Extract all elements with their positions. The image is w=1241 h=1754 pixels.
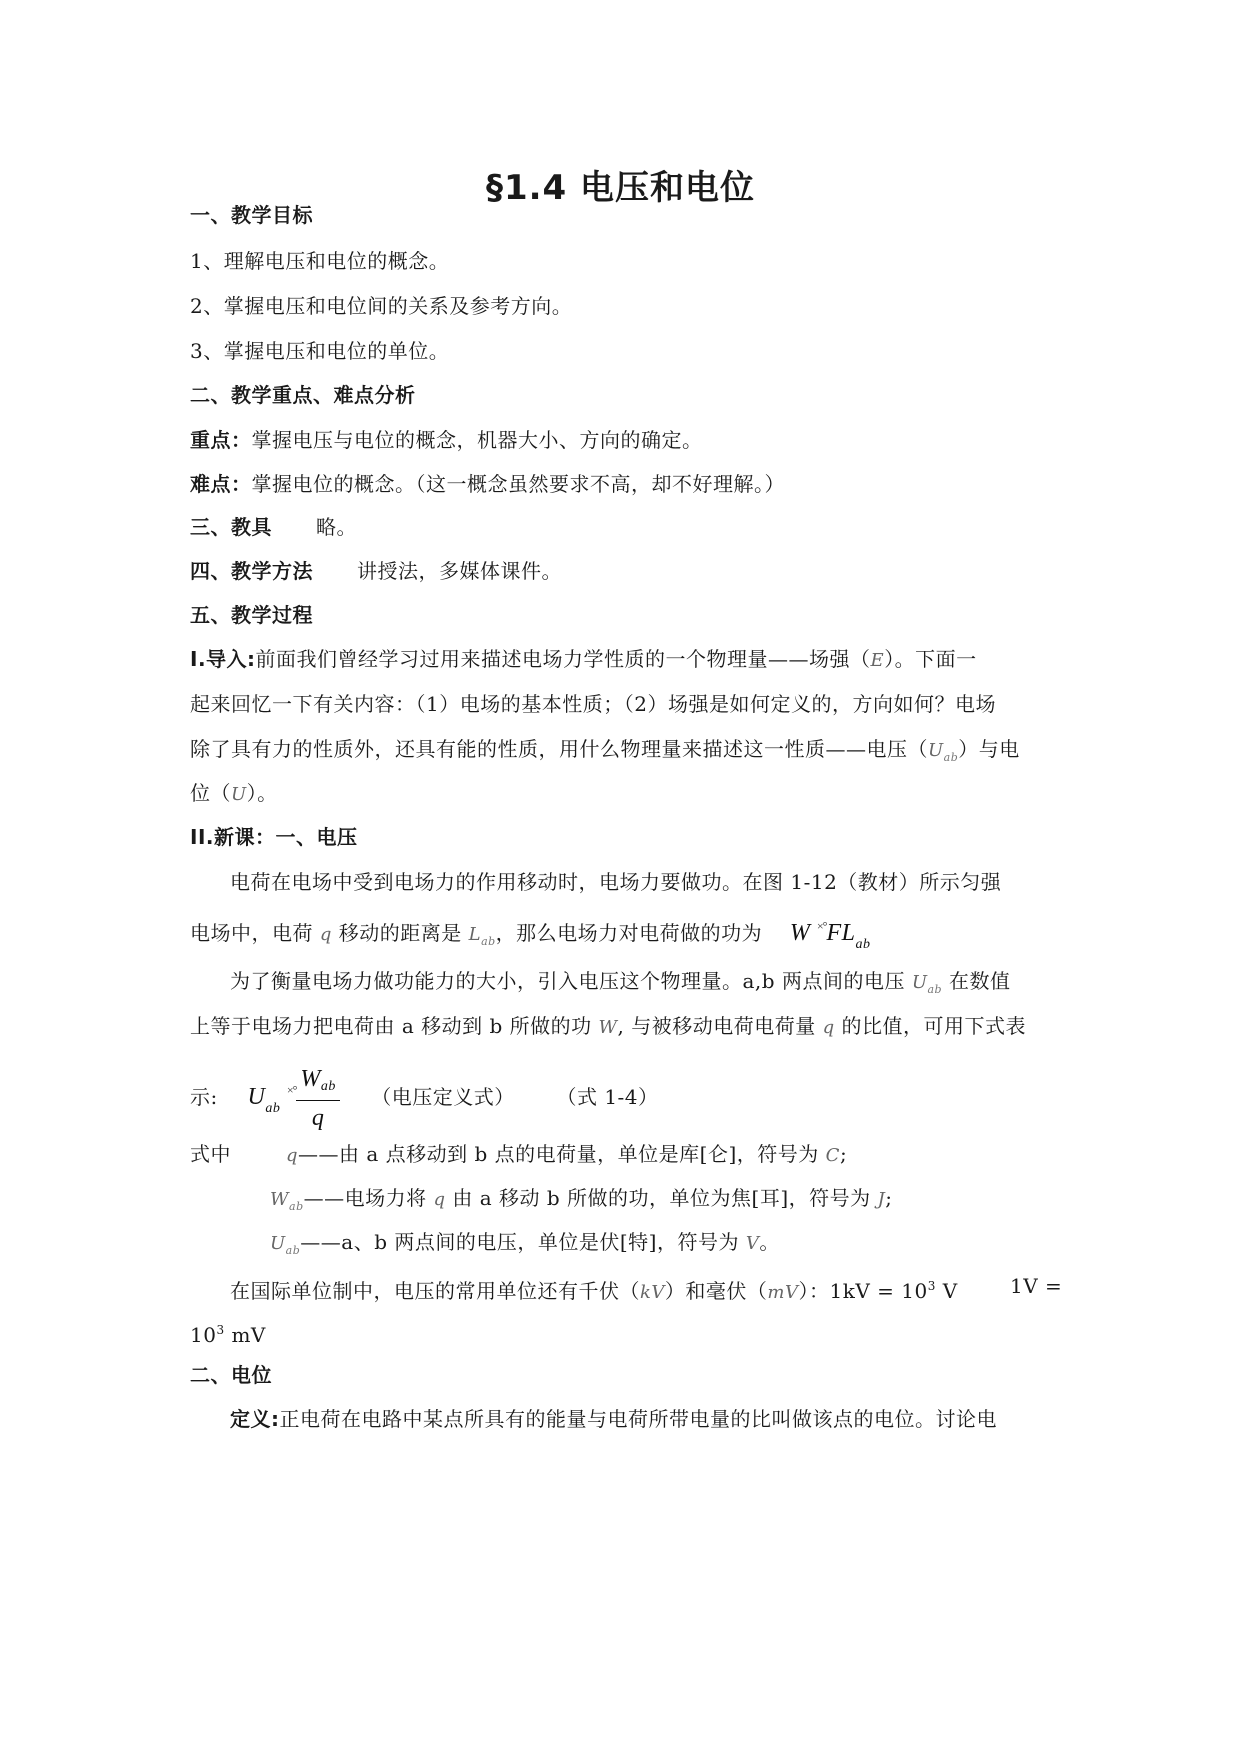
objective-item: 2、掌握电压和电位间的关系及参考方向。: [190, 294, 573, 318]
distance-symbol: L: [468, 924, 482, 945]
paragraph-line: 电荷在电场中受到电场力的作用移动时，电场力要做功。在图 1-12（教材）所示匀强: [230, 870, 1002, 894]
voltage-subscript: ab: [927, 983, 943, 996]
units-line-right: 1V =: [1010, 1274, 1063, 1298]
intro-text: 位（: [190, 781, 231, 805]
objective-item: 1、理解电压和电位的概念。: [190, 249, 450, 273]
units-text: 在国际单位制中，电压的常用单位还有千伏（: [230, 1279, 640, 1303]
section-heading-objectives: 一、教学目标: [190, 203, 313, 227]
intro-text: ）。下面一: [884, 647, 977, 671]
voltage-subscript: ab: [943, 751, 959, 764]
paragraph-text: 的比值，可用下式表: [834, 1014, 1026, 1038]
page-title: §1.4 电压和电位: [485, 168, 756, 208]
unit-symbol: C: [825, 1145, 840, 1166]
teaching-methods-text: 讲授法，多媒体课件。: [357, 559, 562, 583]
paragraph-text: , 与被移动电荷电荷量: [617, 1014, 823, 1038]
intro-text: ）与电: [958, 737, 1020, 761]
where-text: 。: [759, 1230, 780, 1254]
where-text: ——a、b 两点间的电压，单位是伏[特]，符号为: [300, 1230, 746, 1254]
where-text: ——电场力将: [303, 1186, 434, 1210]
distance-subscript: ab: [481, 935, 496, 948]
eq-subscript: ab: [320, 1078, 336, 1094]
definition-line: [230, 1405, 997, 1433]
section-heading-key-points: 二、教学重点、难点分析: [190, 383, 416, 407]
paragraph-line: [230, 967, 1010, 1004]
paragraph-text: 在数值: [942, 969, 1011, 993]
key-point-text: 掌握电压与电位的概念，机器大小、方向的确定。: [251, 428, 703, 452]
teaching-methods: [190, 557, 562, 585]
intro-line: [190, 735, 1020, 772]
exponent: 3: [927, 1279, 936, 1293]
charge-symbol: q: [433, 1189, 446, 1210]
units-text: mV: [224, 1323, 266, 1347]
charge-symbol: q: [319, 924, 332, 945]
voltage-definition-line: [190, 1060, 659, 1131]
intro-line: 起来回忆一下有关内容：（1）电场的基本性质；（2）场强是如何定义的，方向如何？电场: [190, 692, 996, 716]
section-heading-aids: 三、教具: [190, 515, 272, 539]
eq-subscript: ab: [265, 1101, 281, 1116]
units-line: [190, 1316, 266, 1349]
work-subscript: ab: [289, 1200, 304, 1213]
where-text: ;: [885, 1186, 893, 1210]
section-heading-methods: 四、教学方法: [190, 559, 313, 583]
paragraph-text: 电场中，电荷: [190, 921, 320, 945]
key-point-label: 重点：: [190, 428, 252, 452]
units-text: ）：1kV = 10: [798, 1279, 928, 1303]
eq-work-symbol: W: [789, 920, 811, 946]
where-text: ——由 a 点移动到 b 点的电荷量，单位是库[仑]，符号为: [298, 1142, 826, 1166]
definition-label: 定义:: [230, 1407, 280, 1431]
paragraph-text: 上等于电场力把电荷由 a 移动到 b 所做的功: [190, 1014, 599, 1038]
section-heading-new-lesson: II.新课：一、电压: [190, 825, 358, 849]
charge-symbol: q: [822, 1017, 835, 1038]
unit-symbol: V: [745, 1233, 760, 1254]
difficult-point: [190, 470, 785, 498]
intro-line: [190, 779, 278, 809]
intro-text: ）。: [246, 781, 278, 805]
paragraph-text: 为了衡量电场力做功能力的大小，引入电压这个物理量。a,b 两点间的电压: [230, 969, 912, 993]
voltage-subscript: ab: [285, 1244, 301, 1257]
units-line: [230, 1272, 958, 1307]
difficult-point-label: 难点：: [190, 472, 252, 496]
definition-text: 正电荷在电路中某点所具有的能量与电荷所带电量的比叫做该点的电位。讨论电: [279, 1407, 997, 1431]
work-symbol: W: [598, 1017, 618, 1038]
eq-voltage-symbol: U: [247, 1084, 266, 1110]
eq-work-symbol: W: [300, 1065, 321, 1092]
intro-text: 前面我们曾经学习过用来描述电场力学性质的一个物理量——场强（: [255, 647, 871, 671]
teaching-aids-text: 略。: [316, 515, 357, 539]
intro-text: 除了具有力的性质外，还具有能的性质，用什么物理量来描述这一性质——电压（: [190, 737, 928, 761]
where-label: 式中: [190, 1142, 231, 1166]
intro-line: [190, 645, 977, 675]
equation-reference: （式 1-4）: [556, 1085, 659, 1109]
voltage-symbol: U: [911, 972, 928, 993]
units-text: V: [935, 1279, 958, 1303]
paragraph-text: 移动的距离是: [331, 921, 469, 945]
voltage-equation: [247, 1065, 346, 1131]
intro-label: Ⅰ.导入:: [190, 647, 256, 671]
voltage-symbol: U: [270, 1233, 286, 1254]
work-symbol: W: [270, 1189, 290, 1210]
equation-note: （电压定义式）: [371, 1085, 515, 1109]
unit-symbol: kV: [640, 1282, 665, 1303]
paragraph-text: 示:: [190, 1085, 218, 1109]
fraction-denominator: q: [311, 1104, 325, 1131]
units-text: 10: [190, 1323, 217, 1347]
fraction: [296, 1066, 340, 1131]
eq-subscript: ab: [855, 937, 871, 952]
section-heading-potential: 二、电位: [190, 1363, 272, 1387]
paragraph-line: [190, 912, 870, 959]
work-equation: [789, 919, 871, 952]
where-u-line: [270, 1228, 780, 1265]
charge-symbol: q: [286, 1145, 299, 1166]
paragraph-text: ，那么电场力对电荷做的功为: [495, 921, 763, 945]
teaching-aids: [190, 513, 357, 541]
key-point: [190, 426, 703, 454]
unit-symbol: mV: [767, 1282, 799, 1303]
field-strength-symbol: E: [870, 650, 885, 671]
equals-glyph: ×°: [816, 919, 827, 933]
section-heading-process: 五、教学过程: [190, 603, 313, 627]
units-text: ）和毫伏（: [664, 1279, 768, 1303]
fraction-numerator: [296, 1066, 340, 1101]
where-w-line: [270, 1184, 892, 1221]
where-q-line: [190, 1140, 847, 1170]
potential-symbol: U: [231, 784, 247, 805]
equals-glyph: ×°: [286, 1083, 297, 1097]
objective-item: 3、掌握电压和电位的单位。: [190, 339, 450, 363]
exponent: 3: [216, 1323, 225, 1337]
unit-symbol: J: [877, 1189, 886, 1210]
voltage-symbol: U: [928, 740, 944, 761]
difficult-point-text: 掌握电位的概念。（这一概念虽然要求不高，却不好理解。）: [251, 472, 785, 496]
where-text: 由 a 移动 b 所做的功，单位为焦[耳]，符号为: [445, 1186, 878, 1210]
eq-force-length: FL: [826, 920, 856, 946]
where-text: ;: [839, 1142, 848, 1166]
paragraph-line: [190, 1012, 1026, 1042]
